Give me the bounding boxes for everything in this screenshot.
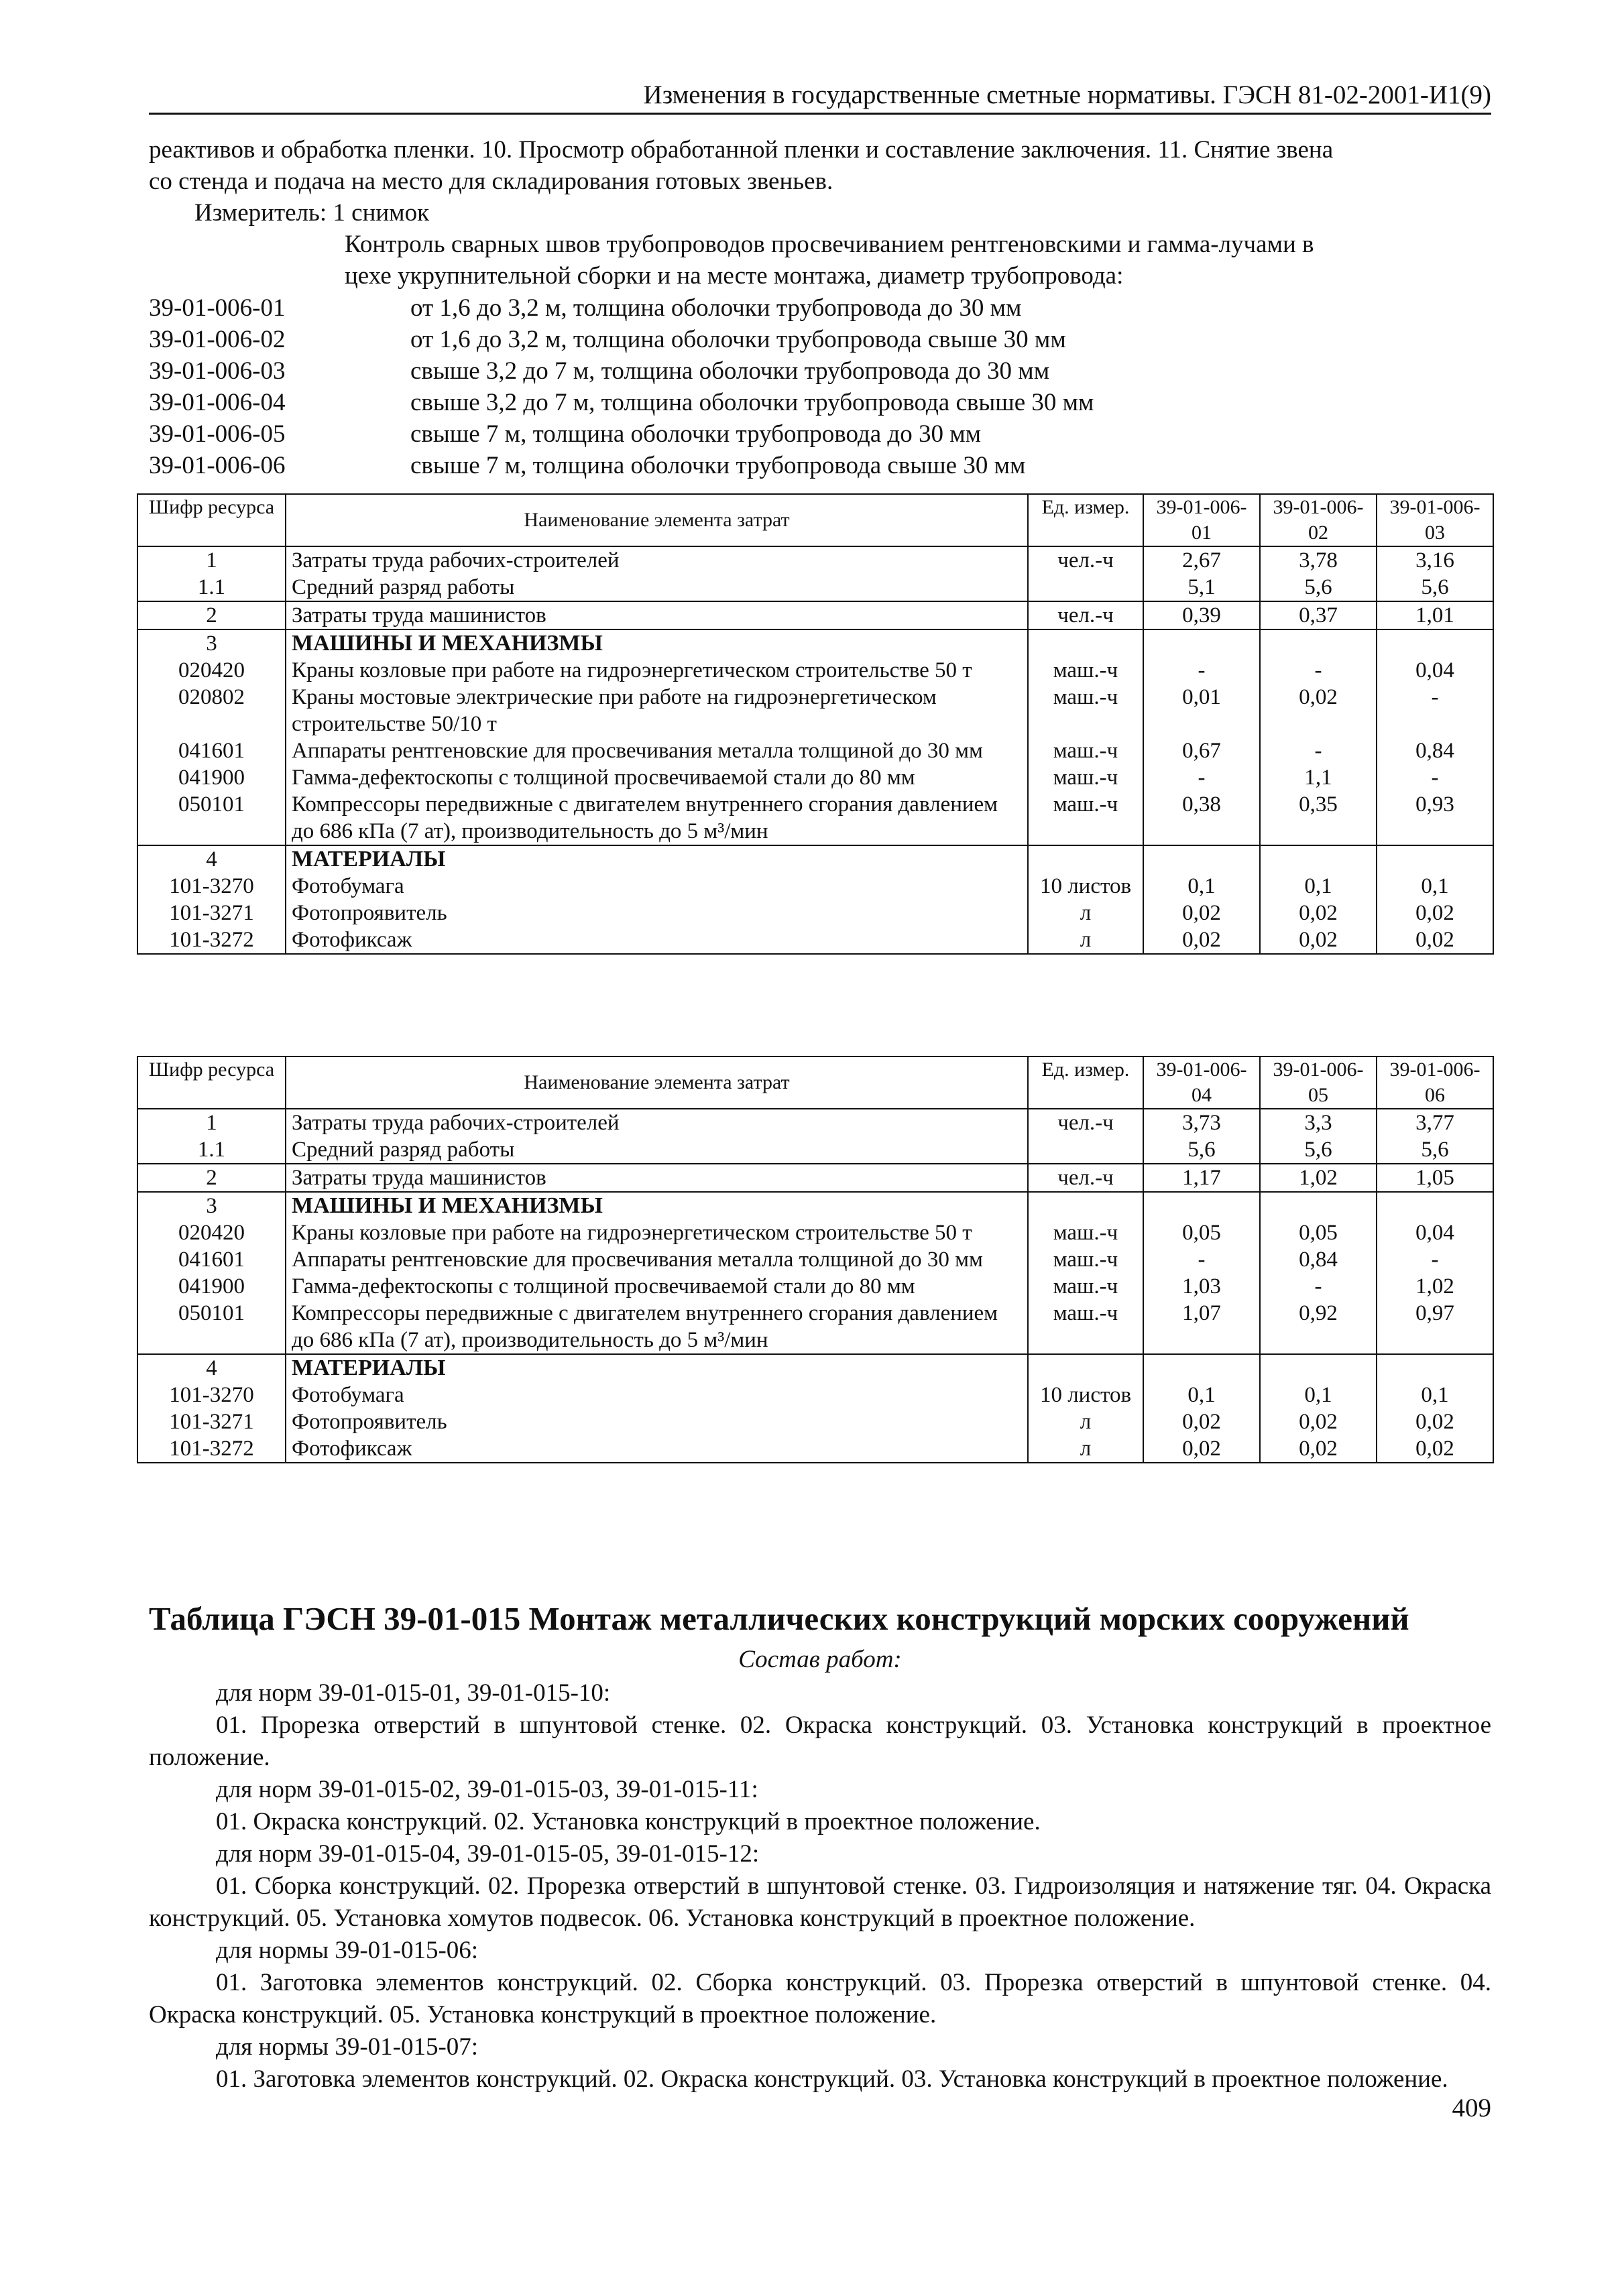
cell-code: 1 [137,1109,286,1136]
section-title: Таблица ГЭСН 39-01-015 Монтаж металлических конструкций морских сооружений [149,1600,1409,1637]
cell-value: 1,07 [1143,1300,1260,1354]
table-row [137,1382,1493,1408]
cell-value: 0,1 [1260,1382,1377,1408]
cell-name: Краны мостовые электрические при работе на гидроэнергетическом строительстве 50/10 т [286,684,1028,737]
cell-unit: маш.-ч [1028,1219,1143,1246]
cell-unit: маш.-ч [1028,657,1143,684]
cell-unit: маш.-ч [1028,1246,1143,1273]
cell-unit: л [1028,1408,1143,1435]
cell-value: 1,02 [1260,1164,1377,1192]
cell-name: Фотопроявитель [286,1408,1028,1435]
cell-unit: маш.-ч [1028,737,1143,764]
table-row [137,1164,1493,1192]
table-row [137,1273,1493,1300]
cell-code: 1.1 [137,1136,286,1164]
cell-code: 101-3270 [137,1382,286,1408]
cell-value: 0,02 [1143,900,1260,926]
cell-value: 0,05 [1260,1219,1377,1246]
work-steps: 01. Заготовка элементов конструкций. 02. Сборка конструкций. 03. Прорезка отверстий в шпунтовой стенке. 04. Окраска конструкций. 05. Установка конструкций в проектное положение. [149,1969,1491,2029]
intro-line: со стенда и подача на место для складирования готовых звеньев. [149,168,833,195]
cell-value: 0,84 [1377,737,1493,764]
cell-unit [1028,1192,1143,1219]
cell-value [1260,845,1377,873]
norm-code: 39-01-006-05 [149,420,286,448]
cell-code: 3 [137,629,286,657]
cell-value: 3,78 [1260,546,1377,574]
cell-unit: л [1028,1435,1143,1463]
cell-unit: маш.-ч [1028,1273,1143,1300]
cell-value [1377,1354,1493,1382]
table-row [137,1136,1493,1164]
section-heading: МАТЕРИАЛЫ [286,1354,1028,1382]
norm-group-label: для нормы 39-01-015-07: [216,2033,479,2061]
cell-value: 1,17 [1143,1164,1260,1192]
cell-value [1377,629,1493,657]
cell-unit: 10 листов [1028,873,1143,900]
cell-name: Средний разряд работы [286,1136,1028,1164]
cell-value: 5,1 [1143,574,1260,601]
cell-code: 101-3272 [137,926,286,954]
cell-value: 1,1 [1260,764,1377,791]
work-composition [149,1677,1491,2096]
cell-value: 0,02 [1143,1435,1260,1463]
table-row [137,1435,1493,1463]
col-header-norm: 39-01-006-05 [1260,1056,1377,1109]
cell-value: 0,02 [1377,1435,1493,1463]
col-header-code: Шифр ресурса [137,1056,286,1109]
cell-value [1143,1354,1260,1382]
cell-code: 2 [137,1164,286,1192]
cell-value: - [1377,684,1493,737]
cell-value: 0,02 [1260,900,1377,926]
table-row [137,684,1493,737]
cell-name: Компрессоры передвижные с двигателем внутреннего сгорания давлением до 686 кПа (7 ат), производительность до 5 м³/мин [286,1300,1028,1354]
intro-line: реактивов и обработка пленки. 10. Просмотр обработанной пленки и составление заключения. 11. Снятие звена [149,136,1334,164]
cell-value: 1,05 [1377,1164,1493,1192]
cell-value: 0,1 [1377,1382,1493,1408]
table-row [137,1219,1493,1246]
work-steps: 01. Заготовка элементов конструкций. 02. Окраска конструкций. 03. Установка конструкций в проектное положение. [216,2065,1448,2093]
table-header-row [137,494,1493,546]
cell-value: 0,02 [1377,926,1493,954]
cell-value [1143,1192,1260,1219]
section-heading: МАШИНЫ И МЕХАНИЗМЫ [286,1192,1028,1219]
norm-group-label: для норм 39-01-015-01, 39-01-015-10: [216,1679,611,1707]
cell-unit: маш.-ч [1028,764,1143,791]
cell-value: - [1377,764,1493,791]
col-header-norm: 39-01-006-01 [1143,494,1260,546]
cell-code: 050101 [137,791,286,845]
resource-table-2 [137,1056,1494,1463]
col-header-norm: 39-01-006-02 [1260,494,1377,546]
cell-code: 4 [137,1354,286,1382]
cell-name: Краны козловые при работе на гидроэнергетическом строительстве 50 т [286,657,1028,684]
running-header: Изменения в государственные сметные нормативы. ГЭСН 81-02-2001-И1(9) [149,79,1491,115]
cell-value: 3,73 [1143,1109,1260,1136]
norm-code-row [149,450,1491,481]
cell-unit: 10 листов [1028,1382,1143,1408]
cell-value: 0,97 [1377,1300,1493,1354]
cell-code: 050101 [137,1300,286,1354]
table-row [137,546,1493,574]
norm-description: свыше 7 м, толщина оболочки трубопровода до 30 мм [410,420,982,448]
work-steps: 01. Сборка конструкций. 02. Прорезка отверстий в шпунтовой стенке. 03. Гидроизоляция и натяжение тяг. 04. Окраска конструкций. 05. Установка хомутов подвесок. 06. Установка конструкций в проектное положение. [149,1872,1491,1932]
table-row [137,1354,1493,1382]
cell-value: 0,02 [1260,926,1377,954]
cell-value [1377,845,1493,873]
cell-name: Аппараты рентгеновские для просвечивания металла толщиной до 30 мм [286,1246,1028,1273]
norm-code-row [149,355,1491,387]
cell-name: Затраты труда рабочих-строителей [286,1109,1028,1136]
cell-code: 1.1 [137,574,286,601]
col-header-norm: 39-01-006-06 [1377,1056,1493,1109]
table-row [137,1109,1493,1136]
cell-name: Гамма-дефектоскопы с толщиной просвечиваемой стали до 80 мм [286,1273,1028,1300]
col-header-norm: 39-01-006-04 [1143,1056,1260,1109]
cell-unit: л [1028,926,1143,954]
cell-unit [1028,574,1143,601]
cell-code: 041601 [137,1246,286,1273]
col-header-unit: Ед. измер. [1028,494,1143,546]
table-row [137,900,1493,926]
col-header-unit: Ед. измер. [1028,1056,1143,1109]
cell-name: Фотобумага [286,873,1028,900]
cell-name: Фотофиксаж [286,1435,1028,1463]
cell-code: 041900 [137,764,286,791]
table-row [137,657,1493,684]
norm-group-label: для нормы 39-01-015-06: [216,1937,479,1964]
cell-value: 0,37 [1260,601,1377,629]
norm-description: от 1,6 до 3,2 м, толщина оболочки трубопровода до 30 мм [410,294,1022,322]
cell-unit [1028,1136,1143,1164]
table-row [137,601,1493,629]
cell-unit: маш.-ч [1028,1300,1143,1354]
cell-unit: чел.-ч [1028,601,1143,629]
table-row [137,629,1493,657]
cell-value: 0,04 [1377,1219,1493,1246]
cell-value: 0,02 [1260,684,1377,737]
cell-value [1260,1354,1377,1382]
cell-value: 5,6 [1260,574,1377,601]
cell-name: Аппараты рентгеновские для просвечивания металла толщиной до 30 мм [286,737,1028,764]
page-number: 409 [1452,2094,1491,2122]
table-row [137,1408,1493,1435]
cell-value: 0,02 [1143,926,1260,954]
work-steps: 01. Прорезка отверстий в шпунтовой стенке. 02. Окраска конструкций. 03. Установка конструкций в проектное положение. [149,1711,1491,1771]
cell-value: 0,04 [1377,657,1493,684]
table-row [137,791,1493,845]
norm-code-row [149,387,1491,418]
cell-value: 5,6 [1377,1136,1493,1164]
cell-value: 2,67 [1143,546,1260,574]
cell-value: 5,6 [1377,574,1493,601]
cell-value: 0,1 [1143,873,1260,900]
cell-code: 1 [137,546,286,574]
cell-value: 3,16 [1377,546,1493,574]
cell-code: 4 [137,845,286,873]
cell-value [1260,1192,1377,1219]
col-header-norm: 39-01-006-03 [1377,494,1493,546]
norm-code-row [149,324,1491,355]
cell-name: Затраты труда машинистов [286,601,1028,629]
norm-code-row [149,292,1491,324]
table-row [137,1192,1493,1219]
cell-value: - [1260,1273,1377,1300]
measure-unit: Измеритель: 1 снимок [194,199,430,227]
cell-unit: чел.-ч [1028,546,1143,574]
cell-value: 0,02 [1377,900,1493,926]
cell-value: 0,93 [1377,791,1493,845]
col-header-name: Наименование элемента затрат [286,494,1028,546]
cell-value: 0,84 [1260,1246,1377,1273]
cell-value: 3,77 [1377,1109,1493,1136]
control-description: Контроль сварных швов трубопроводов просвечиванием рентгеновскими и гамма-лучами в [345,231,1314,258]
cell-value: - [1377,1246,1493,1273]
cell-value: 0,02 [1377,1408,1493,1435]
norm-group-label: для норм 39-01-015-04, 39-01-015-05, 39-01-015-12: [216,1840,760,1868]
work-steps: 01. Окраска конструкций. 02. Установка конструкций в проектное положение. [216,1808,1041,1835]
cell-value [1377,1192,1493,1219]
norm-code: 39-01-006-06 [149,452,286,479]
cell-value: 0,01 [1143,684,1260,737]
cell-code: 041601 [137,737,286,764]
cell-code: 3 [137,1192,286,1219]
cell-value: 0,1 [1260,873,1377,900]
norm-description: свыше 3,2 до 7 м, толщина оболочки трубопровода до 30 мм [410,357,1050,385]
cell-name: Затраты труда машинистов [286,1164,1028,1192]
norm-code: 39-01-006-01 [149,294,286,322]
cell-code: 020420 [137,657,286,684]
cell-name: Компрессоры передвижные с двигателем внутреннего сгорания давлением до 686 кПа (7 ат), производительность до 5 м³/мин [286,791,1028,845]
cell-name: Фотофиксаж [286,926,1028,954]
cell-value: - [1260,657,1377,684]
cell-value: 5,6 [1143,1136,1260,1164]
cell-name: Средний разряд работы [286,574,1028,601]
table-row [137,845,1493,873]
cell-unit [1028,1354,1143,1382]
norm-description: свыше 3,2 до 7 м, толщина оболочки трубопровода свыше 30 мм [410,389,1094,416]
cell-value: 0,1 [1143,1382,1260,1408]
col-header-name: Наименование элемента затрат [286,1056,1028,1109]
cell-code: 101-3271 [137,1408,286,1435]
cell-value: 0,02 [1260,1435,1377,1463]
cell-value: 0,02 [1143,1408,1260,1435]
table-row [137,873,1493,900]
norm-code-list [149,292,1491,481]
cell-value: - [1143,657,1260,684]
cell-value: 1,03 [1143,1273,1260,1300]
norm-description: от 1,6 до 3,2 м, толщина оболочки трубопровода свыше 30 мм [410,326,1066,353]
table-row [137,1246,1493,1273]
cell-value: - [1143,1246,1260,1273]
table-row [137,764,1493,791]
intro-block [149,134,1491,481]
cell-unit: чел.-ч [1028,1109,1143,1136]
cell-value [1260,629,1377,657]
cell-unit: маш.-ч [1028,791,1143,845]
cell-unit [1028,629,1143,657]
table-row [137,574,1493,601]
cell-name: Гамма-дефектоскопы с толщиной просвечиваемой стали до 80 мм [286,764,1028,791]
section-subtitle: Состав работ: [738,1646,902,1673]
norm-code-row [149,418,1491,450]
cell-unit: маш.-ч [1028,684,1143,737]
col-header-code: Шифр ресурса [137,494,286,546]
norm-group-label: для норм 39-01-015-02, 39-01-015-03, 39-01-015-11: [216,1776,758,1803]
cell-value: - [1260,737,1377,764]
cell-value: 0,67 [1143,737,1260,764]
cell-code: 101-3271 [137,900,286,926]
cell-code: 020420 [137,1219,286,1246]
cell-value: 1,01 [1377,601,1493,629]
control-description: цехе укрупнительной сборки и на месте монтажа, диаметр трубопровода: [345,262,1124,290]
cell-value: 0,1 [1377,873,1493,900]
table-header-row [137,1056,1493,1109]
cell-unit [1028,845,1143,873]
cell-unit: л [1028,900,1143,926]
cell-value: 0,92 [1260,1300,1377,1354]
cell-code: 101-3272 [137,1435,286,1463]
cell-value: 0,38 [1143,791,1260,845]
table-row [137,926,1493,954]
cell-code: 2 [137,601,286,629]
cell-value [1143,845,1260,873]
section-heading: МАШИНЫ И МЕХАНИЗМЫ [286,629,1028,657]
table-row [137,737,1493,764]
cell-code: 041900 [137,1273,286,1300]
cell-code: 020802 [137,684,286,737]
cell-value: 0,39 [1143,601,1260,629]
section-heading: МАТЕРИАЛЫ [286,845,1028,873]
cell-value: 0,05 [1143,1219,1260,1246]
cell-value: - [1143,764,1260,791]
cell-value [1143,629,1260,657]
cell-name: Затраты труда рабочих-строителей [286,546,1028,574]
cell-name: Краны козловые при работе на гидроэнергетическом строительстве 50 т [286,1219,1028,1246]
norm-code: 39-01-006-03 [149,357,286,385]
table-row [137,1300,1493,1354]
cell-name: Фотопроявитель [286,900,1028,926]
cell-value: 1,02 [1377,1273,1493,1300]
cell-unit: чел.-ч [1028,1164,1143,1192]
norm-code: 39-01-006-02 [149,326,286,353]
norm-code: 39-01-006-04 [149,389,286,416]
cell-value: 0,35 [1260,791,1377,845]
norm-description: свыше 7 м, толщина оболочки трубопровода свыше 30 мм [410,452,1026,479]
cell-name: Фотобумага [286,1382,1028,1408]
cell-value: 0,02 [1260,1408,1377,1435]
cell-value: 3,3 [1260,1109,1377,1136]
resource-table-1 [137,493,1494,955]
cell-code: 101-3270 [137,873,286,900]
cell-value: 5,6 [1260,1136,1377,1164]
